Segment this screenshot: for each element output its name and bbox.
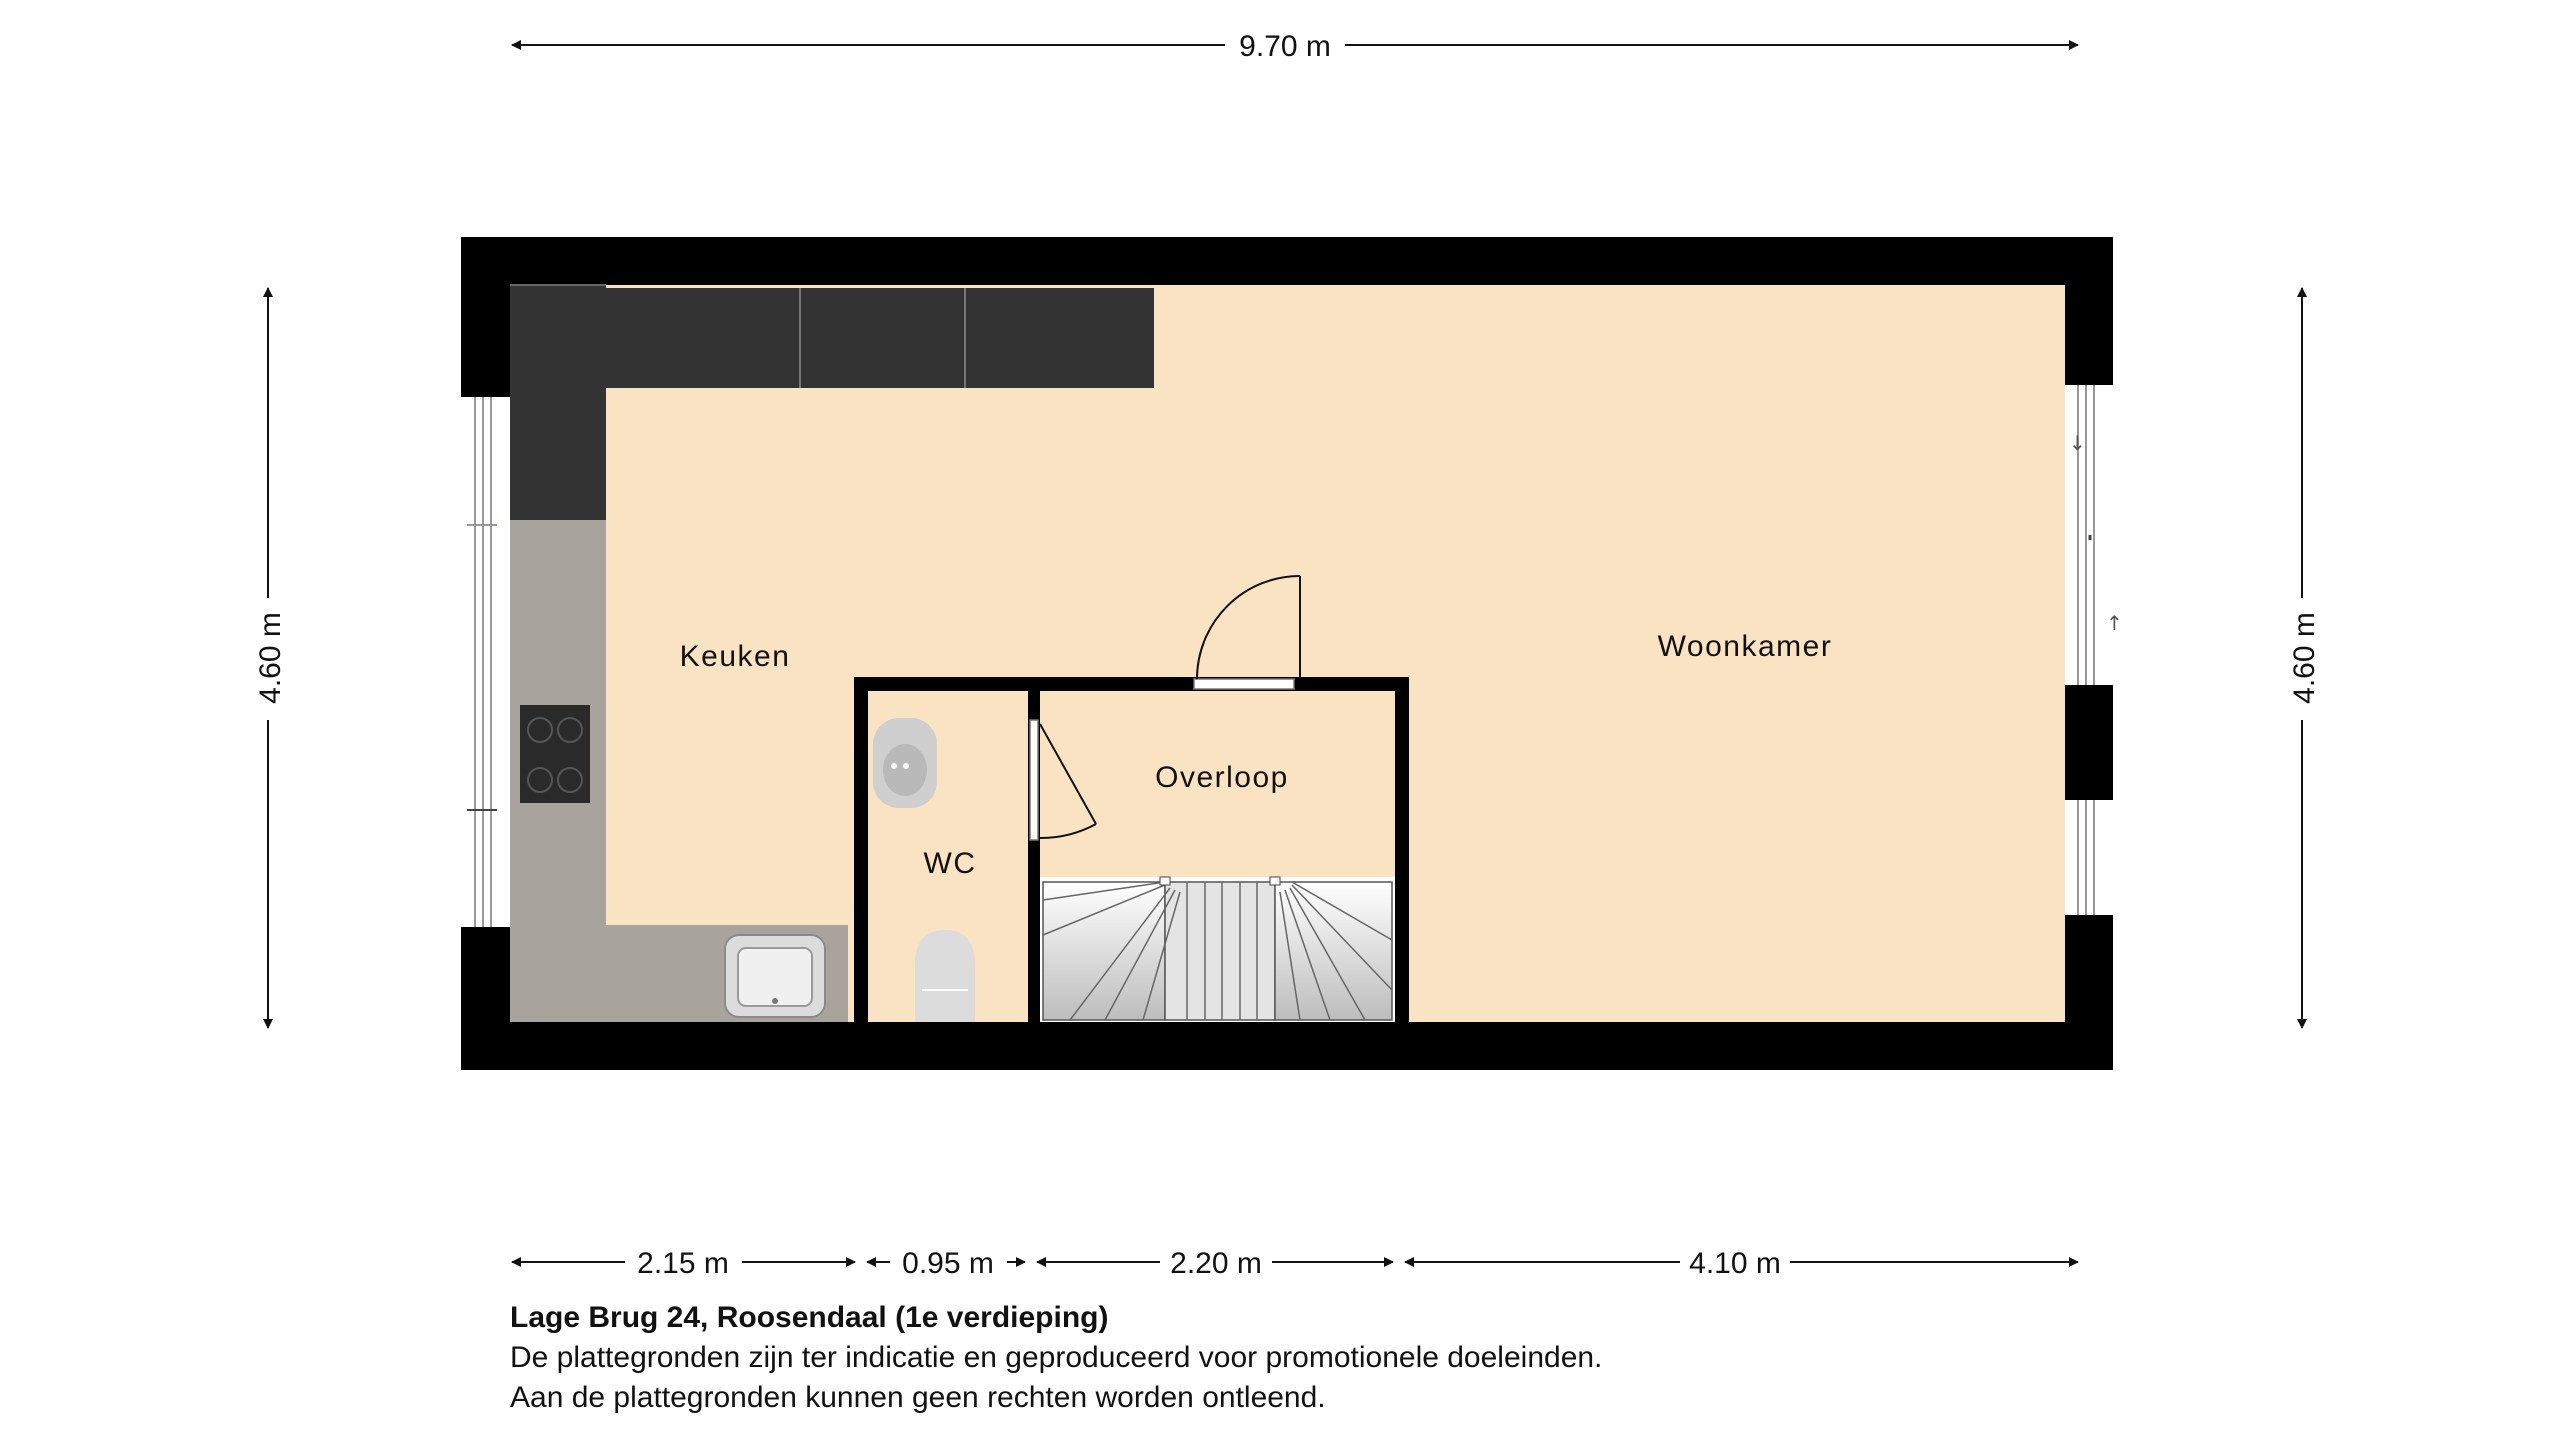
- caption-disclaimer-line-2: Aan de plattegronden kunnen geen rechten worden ontleend.: [510, 1381, 1326, 1414]
- dimension-left-height: [254, 288, 287, 1028]
- dimension-total-width: [512, 30, 2078, 63]
- kitchen-sink-icon: [725, 935, 825, 1017]
- plan-caption: [510, 1298, 2310, 1418]
- dimension-segments: [512, 1247, 2078, 1280]
- room-label-woonkamer: Woonkamer: [1657, 630, 1833, 663]
- room-label-overloop: Overloop: [1155, 761, 1289, 794]
- right-window-upper: [2065, 385, 2123, 685]
- room-label-keuken: Keuken: [679, 640, 791, 673]
- left-window: [461, 397, 510, 927]
- right-window-lower: [2065, 800, 2113, 915]
- sliding-arrow-down-icon: ↓: [2069, 431, 2086, 455]
- cooktop-icon: [520, 705, 590, 803]
- toilet-icon: [915, 930, 975, 1022]
- building: [461, 237, 2123, 1070]
- dimension-segment-3-label: 2.20 m: [1170, 1247, 1262, 1280]
- dimension-total-width-label: 9.70 m: [1239, 30, 1331, 63]
- room-label-wc: WC: [923, 847, 977, 880]
- dimension-left-height-label: 4.60 m: [254, 612, 287, 704]
- sliding-arrow-up-icon: ↑: [2106, 611, 2123, 635]
- dimension-segment-4-label: 4.10 m: [1689, 1247, 1781, 1280]
- dimension-segment-1-label: 2.15 m: [637, 1247, 729, 1280]
- dimension-right-height-label: 4.60 m: [2288, 612, 2321, 704]
- caption-disclaimer-line-1: De plattegronden zijn ter indicatie en geproduceerd voor promotionele doeleinden.: [510, 1341, 1603, 1374]
- wc-washbasin-icon: [873, 718, 937, 808]
- caption-title: Lage Brug 24, Roosendaal (1e verdieping): [510, 1301, 1109, 1334]
- dimension-segment-2-label: 0.95 m: [902, 1247, 994, 1280]
- tall-cabinet: [510, 285, 606, 520]
- stairs-icon: [1040, 877, 1395, 1022]
- upper-cabinets: [606, 288, 1154, 388]
- dimension-right-height: [2288, 288, 2321, 1028]
